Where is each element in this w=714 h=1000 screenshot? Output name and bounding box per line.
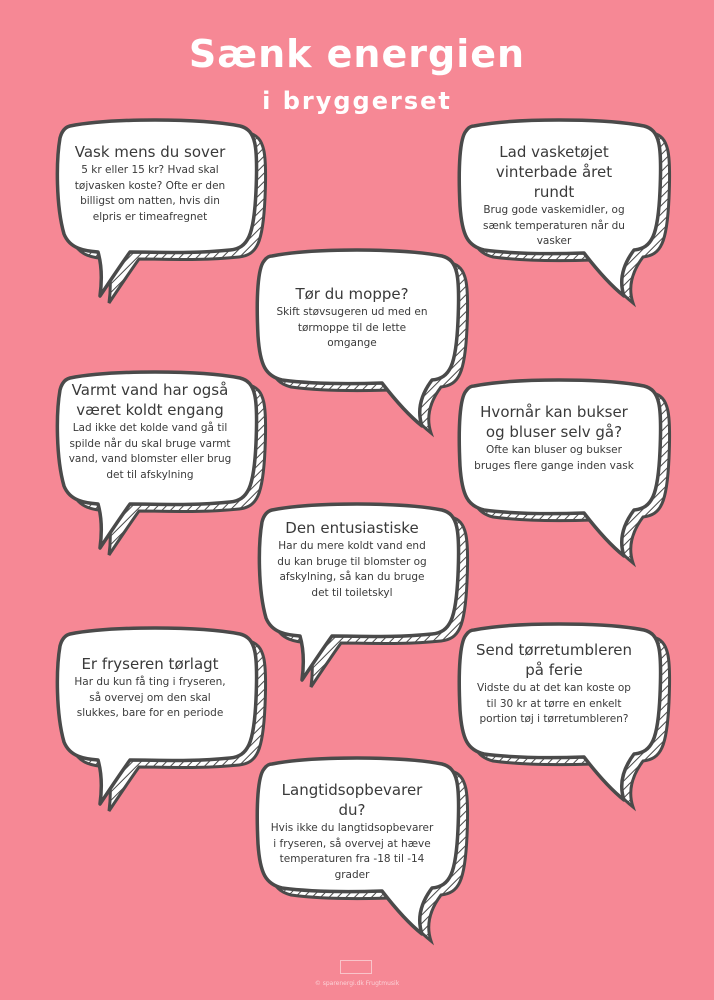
speech-bubble-vask-mens-du-sover xyxy=(50,116,260,306)
speech-bubble-den-entusiastiske xyxy=(252,500,462,690)
speech-bubble-langtidsopbevarer xyxy=(252,754,462,944)
bubble-body: Vidste du at det kan koste op til 30 kr at tørre en enkelt portion tøj i tørretumbleren? xyxy=(477,682,631,725)
bubble-title: Vask mens du sover xyxy=(74,143,226,161)
poster-subtitle: i bryggerset xyxy=(262,87,452,115)
footer-logo xyxy=(340,960,372,974)
bubble-body: Har du kun få ting i fryseren, så overvej om den skal slukkes, bare for en periode xyxy=(74,676,226,719)
speech-bubble-toer-du-moppe xyxy=(252,246,462,436)
bubble-title: Send tørretumbleren på ferie xyxy=(475,641,633,679)
bubble-title: Langtidsopbevarer du? xyxy=(281,781,423,819)
poster-title: Sænk energien xyxy=(188,32,526,76)
speech-bubble-toerretumbleren xyxy=(454,620,664,810)
bubble-title: Er fryseren tørlagt xyxy=(81,655,219,673)
bubble-body: Skift støvsugeren ud med en tørmoppe til de lette omgange xyxy=(276,306,428,349)
bubble-title: Tør du moppe? xyxy=(295,285,409,303)
bubble-body: Brug gode vaskemidler, og sænk temperaturen når du vasker xyxy=(483,204,625,247)
speech-bubble-varmt-vand xyxy=(50,368,260,558)
bubble-title: Varmt vand har også været koldt engang xyxy=(71,381,229,419)
speech-bubble-vasketoej-vinterbade xyxy=(454,116,664,306)
speech-bubble-fryseren-toerlagt xyxy=(50,624,260,814)
bubble-body: 5 kr eller 15 kr? Hvad skal tøjvasken koste? Ofte er den billigst om natten, hvis din elpris er timeafregnet xyxy=(74,164,226,223)
bubble-title: Lad vasketøjet vinterbade året rundt xyxy=(495,143,613,201)
bubble-body: Lad ikke det kolde vand gå til spilde når du skal bruge varmt vand, vand blomster eller brug det til afskylning xyxy=(68,422,232,481)
bubble-body: Har du mere koldt vand end du kan bruge til blomster og afskylning, så kan du bruge det til toiletskyl xyxy=(277,540,427,599)
bubble-body: Ofte kan bluser og bukser bruges flere gange inden vask xyxy=(474,444,634,472)
bubble-body: Hvis ikke du langtidsopbevarer i fryseren, så overvej at hæve temperaturen fra -18 til -14 grader xyxy=(270,822,434,881)
footer-credit: © sparenergi.dk Frugtmusik xyxy=(314,980,400,987)
bubble-title: Hvornår kan bukser og bluser selv gå? xyxy=(480,403,628,441)
speech-bubble-bukser-og-bluser xyxy=(454,376,664,566)
bubble-title: Den entusiastiske xyxy=(285,519,419,537)
